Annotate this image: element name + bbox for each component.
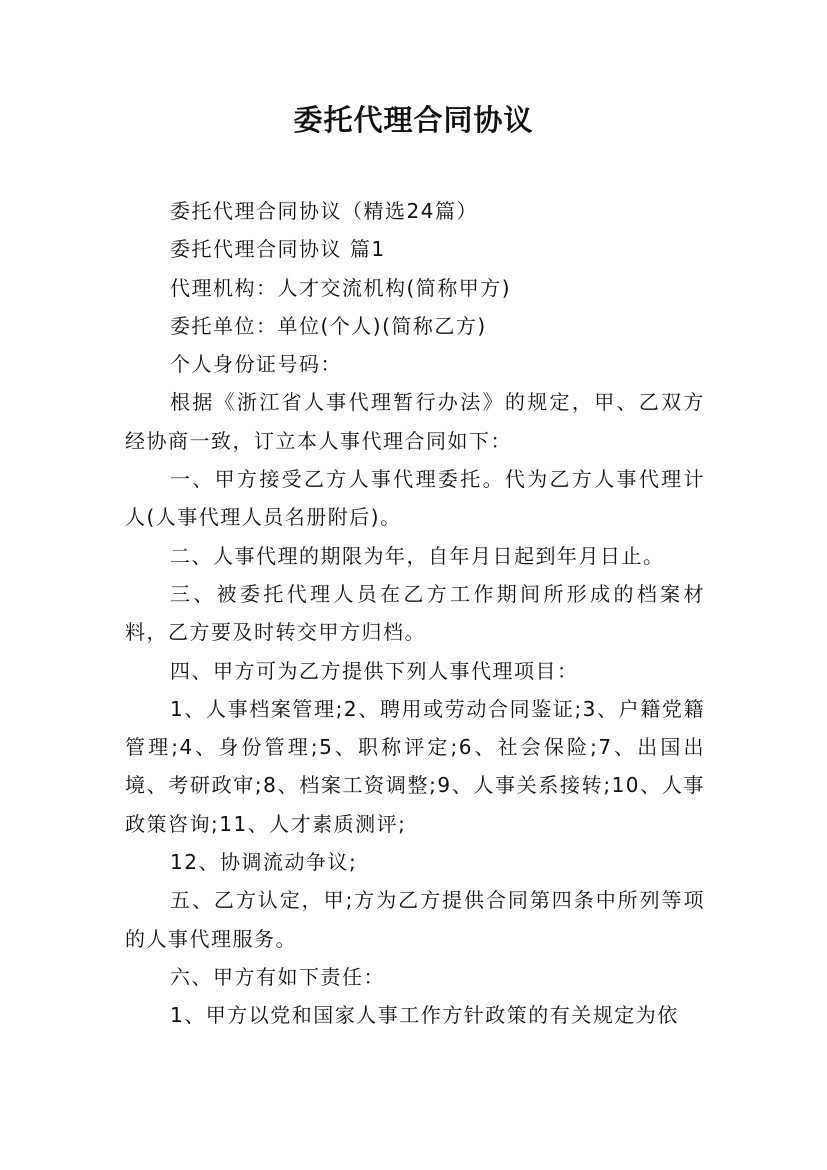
- paragraph: 委托代理合同协议 篇1: [170, 237, 386, 262]
- paragraph: 根据《浙江省人事代理暂行办法》的规定，甲、乙双方经协商一致，订立本人事代理合同如下：: [125, 390, 705, 453]
- paragraph: 二、人事代理的期限为年，自年月日起到年月日止。: [170, 543, 665, 568]
- paragraph: 三、被委托代理人员在乙方工作期间所形成的档案材料，乙方要及时转交甲方归档。: [125, 581, 705, 645]
- paragraph: 12、协调流动争议;: [170, 850, 358, 875]
- paragraph: 1、人事档案管理;2、聘用或劳动合同鉴证;3、户籍党籍管理;4、身份管理;5、职称评定;6、社会保险;7、出国出境、考研政审;8、档案工资调整;9、人事关系接转;10、人事政策咨询;11、人才素质测评;: [125, 696, 705, 836]
- paragraph: 五、乙方认定，甲;方为乙方提供合同第四条中所列等项的人事代理服务。: [125, 888, 705, 951]
- paragraph: 六、甲方有如下责任：: [170, 964, 385, 989]
- paragraph: 委托代理合同协议（精选24篇）: [170, 199, 478, 223]
- document-title: 委托代理合同协议: [293, 103, 534, 137]
- paragraph: 1、甲方以党和国家人事工作方针政策的有关规定为依: [170, 1003, 679, 1028]
- paragraph: 代理机构：人才交流机构(简称甲方): [170, 275, 512, 300]
- paragraph: 四、甲方可为乙方提供下列人事代理项目：: [170, 658, 579, 683]
- paragraph: 一、甲方接受乙方人事代理委托。代为乙方人事代理计人(人事代理人员名册附后)。: [125, 467, 705, 530]
- document-body: [125, 192, 705, 1035]
- paragraph: 委托单位：单位(个人)(简称乙方): [170, 313, 487, 338]
- paragraph: 个人身份证号码：: [170, 352, 342, 377]
